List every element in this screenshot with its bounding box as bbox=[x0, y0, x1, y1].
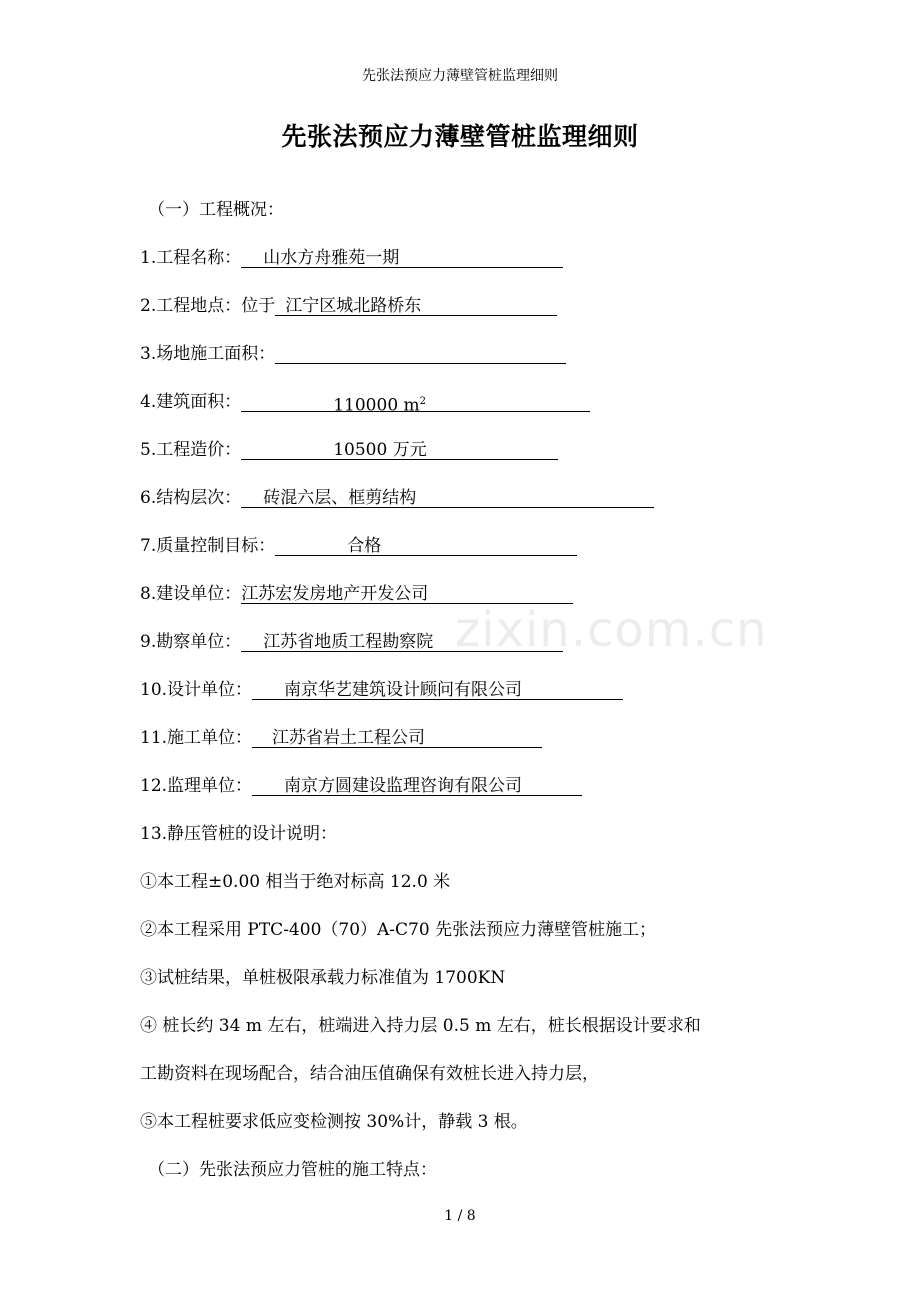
item-value: 南京华艺建筑设计顾问有限公司 bbox=[284, 680, 523, 700]
item-building-area bbox=[140, 390, 590, 414]
item-13-design-notes: 13.静压管桩的设计说明： bbox=[140, 824, 338, 844]
item-label: 7.质量控制目标： bbox=[140, 536, 276, 556]
note-paragraph: ④ 桩长约 34 m 左右，桩端进入持力层 0.5 m 左右，桩长根据设计要求和 bbox=[140, 1016, 701, 1036]
item-quality-target bbox=[140, 534, 577, 558]
page-number: 1 / 8 bbox=[444, 1208, 476, 1224]
item-label: 10.设计单位： bbox=[140, 680, 253, 700]
item-value-field bbox=[241, 390, 590, 416]
item-project-cost bbox=[140, 438, 558, 462]
item-value-field bbox=[252, 774, 582, 796]
item-value: 江宁区城北路桥东 bbox=[285, 296, 422, 316]
watermark: zixin.com.cn bbox=[455, 602, 768, 658]
item-label: 6.结构层次： bbox=[140, 488, 242, 508]
item-value-field bbox=[252, 678, 623, 700]
item-value-field bbox=[275, 342, 566, 364]
item-label: 9.勘察单位： bbox=[140, 632, 242, 652]
note-paragraph: 工勘资料在现场配合，结合油压值确保有效桩长进入持力层， bbox=[140, 1064, 599, 1084]
item-label: 5.工程造价： bbox=[140, 440, 242, 460]
page-header: 先张法预应力薄壁管桩监理细则 bbox=[362, 68, 558, 84]
item-project-location bbox=[140, 294, 557, 318]
note-paragraph: ⑤本工程桩要求低应变检测按 30%计，静载 3 根。 bbox=[140, 1112, 528, 1132]
item-value-field bbox=[241, 582, 573, 604]
item-value-field bbox=[241, 246, 563, 268]
item-label: 3.场地施工面积： bbox=[140, 344, 276, 364]
item-value: 10500 万元 bbox=[333, 440, 427, 460]
item-supervision-unit bbox=[140, 774, 582, 798]
item-value-field bbox=[241, 486, 654, 508]
item-value: 砖混六层、框剪结构 bbox=[263, 488, 417, 508]
item-value: 江苏宏发房地产开发公司 bbox=[241, 584, 429, 604]
section-heading-overview: （一）工程概况： bbox=[148, 200, 284, 220]
note-paragraph: ③试桩结果，单桩极限承载力标准值为 1700KN bbox=[140, 968, 506, 988]
item-value: 南京方圆建设监理咨询有限公司 bbox=[284, 776, 523, 796]
item-value: 合格 bbox=[347, 536, 382, 556]
item-structure bbox=[140, 486, 654, 510]
page-title: 先张法预应力薄壁管桩监理细则 bbox=[281, 122, 639, 151]
item-value-field bbox=[275, 534, 577, 556]
item-project-name bbox=[140, 246, 563, 270]
item-label: 1.工程名称： bbox=[140, 248, 242, 268]
item-site-area bbox=[140, 342, 566, 366]
item-value: 山水方舟雅苑一期 bbox=[263, 248, 400, 268]
item-value-field bbox=[252, 726, 542, 748]
item-value-field bbox=[241, 438, 558, 460]
item-label: 4.建筑面积： bbox=[140, 392, 242, 412]
item-value-superscript: 2 bbox=[419, 396, 427, 407]
item-label: 11.施工单位： bbox=[140, 728, 253, 748]
note-paragraph: ②本工程采用 PTC-400（70）A-C70 先张法预应力薄壁管桩施工； bbox=[140, 920, 657, 940]
item-value-field bbox=[275, 294, 557, 316]
section-heading-construction-features: （二）先张法预应力管桩的施工特点： bbox=[148, 1160, 437, 1180]
item-label: 2.工程地点：位于 bbox=[140, 296, 276, 316]
item-value: 江苏省地质工程勘察院 bbox=[263, 632, 434, 652]
item-value: 110000 m bbox=[333, 395, 420, 416]
item-label: 8.建设单位： bbox=[140, 584, 242, 604]
item-value: 江苏省岩土工程公司 bbox=[272, 728, 426, 748]
item-construction-unit bbox=[140, 726, 542, 750]
note-paragraph: ①本工程±0.00 相当于绝对标高 12.0 米 bbox=[140, 872, 451, 892]
item-label: 12.监理单位： bbox=[140, 776, 253, 796]
item-design-unit bbox=[140, 678, 623, 702]
